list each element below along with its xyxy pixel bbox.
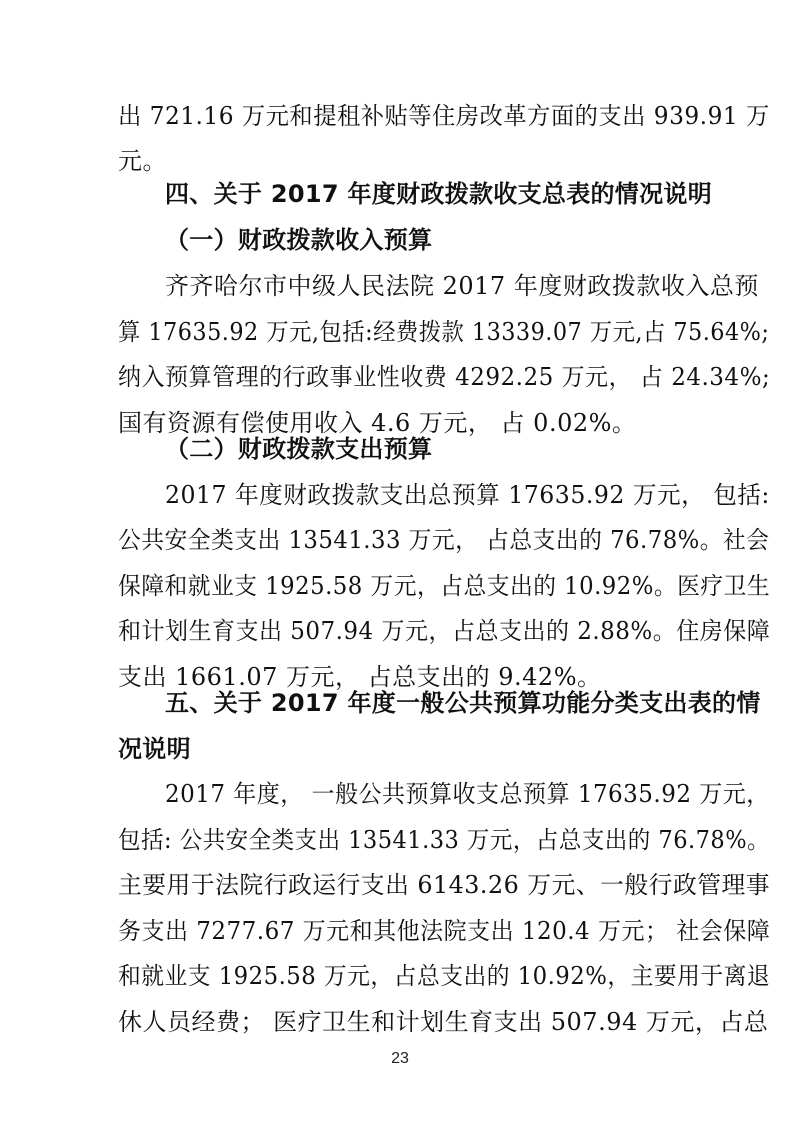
text-line-10: 2017 年度财政拨款支出总预算 17635.92 万元， 包括: bbox=[165, 481, 770, 509]
text-line-2: 元。 bbox=[118, 147, 167, 175]
text-line-14: 支出 1661.07 万元， 占总支出的 9.42%。 bbox=[118, 663, 602, 691]
text-line-11: 公共安全类支出 13541.33 万元， 占总支出的 76.78%。社会 bbox=[118, 526, 770, 554]
text-line-13: 和计划生育支出 507.94 万元，占总支出的 2.88%。住房保障 bbox=[118, 617, 771, 645]
text-line-7: 纳入预算管理的行政事业性收费 4292.25 万元， 占 24.34%; bbox=[118, 363, 771, 391]
page-number: 23 bbox=[391, 1050, 409, 1067]
section-heading-5-cont: 况说明 bbox=[118, 735, 191, 763]
text-line-12: 保障和就业支 1925.58 万元，占总支出的 10.92%。医疗卫生 bbox=[118, 572, 771, 600]
text-line-8: 国有资源有偿使用收入 4.6 万元， 占 0.02%。 bbox=[118, 409, 637, 437]
subsection-heading-4-2: （二）财政拨款支出预算 bbox=[165, 435, 433, 463]
section-heading-5: 五、关于 2017 年度一般公共预算功能分类支出表的情 bbox=[165, 689, 761, 717]
text-line-17: 2017 年度， 一般公共预算收支总预算 17635.92 万元， bbox=[165, 780, 770, 808]
text-line-22: 休人员经费； 医疗卫生和计划生育支出 507.94 万元，占总 bbox=[118, 1008, 769, 1036]
text-line-6: 算 17635.92 万元,包括:经费拨款 13339.07 万元,占 75.64%; bbox=[118, 318, 770, 346]
text-line-21: 和就业支 1925.58 万元，占总支出的 10.92%，主要用于离退 bbox=[118, 962, 771, 990]
text-line-18: 包括: 公共安全类支出 13541.33 万元，占总支出的 76.78%。 bbox=[118, 826, 771, 854]
text-line-1: 出 721.16 万元和提租补贴等住房改革方面的支出 939.91 万 bbox=[118, 102, 770, 130]
text-line-5: 齐齐哈尔市中级人民法院 2017 年度财政拨款收入总预 bbox=[165, 272, 759, 300]
section-heading-4: 四、关于 2017 年度财政拨款收支总表的情况说明 bbox=[165, 180, 713, 208]
text-line-20: 务支出 7277.67 万元和其他法院支出 120.4 万元； 社会保障 bbox=[118, 917, 771, 945]
subsection-heading-4-1: （一）财政拨款收入预算 bbox=[165, 226, 433, 254]
text-line-19: 主要用于法院行政运行支出 6143.26 万元、一般行政管理事 bbox=[118, 871, 771, 899]
